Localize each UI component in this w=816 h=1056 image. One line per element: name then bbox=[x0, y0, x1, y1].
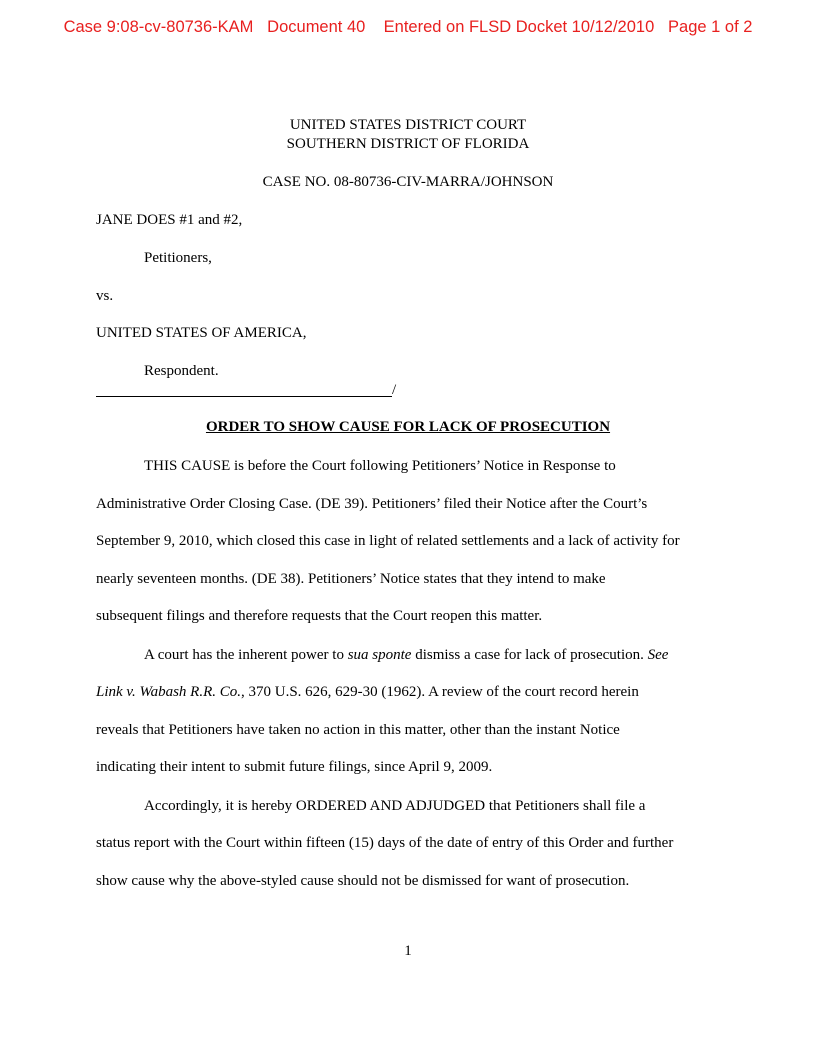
respondent-name: UNITED STATES OF AMERICA, bbox=[96, 325, 307, 341]
para1-line5: subsequent filings and therefore requests that the Court reopen this matter. bbox=[96, 608, 543, 624]
para1-line2: Administrative Order Closing Case. (DE 39). Petitioners’ filed their Notice after the Court’s bbox=[96, 496, 648, 512]
para1-line4: nearly seventeen months. (DE 38). Petitioners’ Notice states that they intend to make bbox=[96, 571, 606, 587]
petitioners-name: JANE DOES #1 and #2, bbox=[96, 212, 243, 228]
para2-line1 bbox=[144, 646, 668, 664]
para2-line1-c: dismiss a case for lack of prosecution. bbox=[411, 647, 648, 663]
para1-line3: September 9, 2010, which closed this case in light of related settlements and a lack of activity for bbox=[96, 533, 680, 549]
case-number: CASE NO. 08-80736-CIV-MARRA/JOHNSON bbox=[262, 174, 554, 190]
order-title: ORDER TO SHOW CAUSE FOR LACK OF PROSECUTION bbox=[205, 419, 611, 435]
para2-line2-b: , 370 U.S. 626, 629-30 (1962). A review of the court record herein bbox=[241, 684, 639, 700]
stamp-document: Document 40 bbox=[267, 18, 366, 36]
para2-line3: reveals that Petitioners have taken no action in this matter, other than the instant Notice bbox=[96, 722, 620, 738]
para2-line1-a: A court has the inherent power to bbox=[144, 647, 348, 663]
para3-line2: status report with the Court within fifteen (15) days of the date of entry of this Order and further bbox=[96, 835, 674, 851]
para3-line3: show cause why the above-styled cause should not be dismissed for want of prosecution. bbox=[96, 873, 630, 889]
court-name: UNITED STATES DISTRICT COURT bbox=[289, 117, 527, 133]
petitioners-role: Petitioners, bbox=[144, 250, 212, 266]
para2-see: See bbox=[647, 647, 669, 663]
para2-sua-sponte: sua sponte bbox=[347, 647, 412, 663]
respondent-role: Respondent. bbox=[144, 363, 219, 379]
para2-case-citation: Link v. Wabash R.R. Co. bbox=[96, 684, 241, 700]
para1-line1: THIS CAUSE is before the Court following Petitioners’ Notice in Response to bbox=[144, 458, 616, 474]
stamp-page: Page 1 of 2 bbox=[668, 18, 753, 36]
caption-slash: / bbox=[392, 382, 397, 398]
para2-line2 bbox=[96, 683, 639, 701]
para3-line1: Accordingly, it is hereby ORDERED AND ADJUDGED that Petitioners shall file a bbox=[144, 798, 646, 814]
stamp-entered: Entered on FLSD Docket 10/12/2010 bbox=[383, 18, 655, 36]
page-number: 1 bbox=[404, 943, 412, 959]
versus: vs. bbox=[96, 288, 114, 304]
docket-stamp bbox=[0, 17, 816, 37]
para2-line4: indicating their intent to submit future filings, since April 9, 2009. bbox=[96, 759, 493, 775]
stamp-case: Case 9:08-cv-80736-KAM bbox=[63, 18, 254, 36]
court-district: SOUTHERN DISTRICT OF FLORIDA bbox=[286, 136, 530, 152]
caption-divider bbox=[96, 396, 392, 397]
